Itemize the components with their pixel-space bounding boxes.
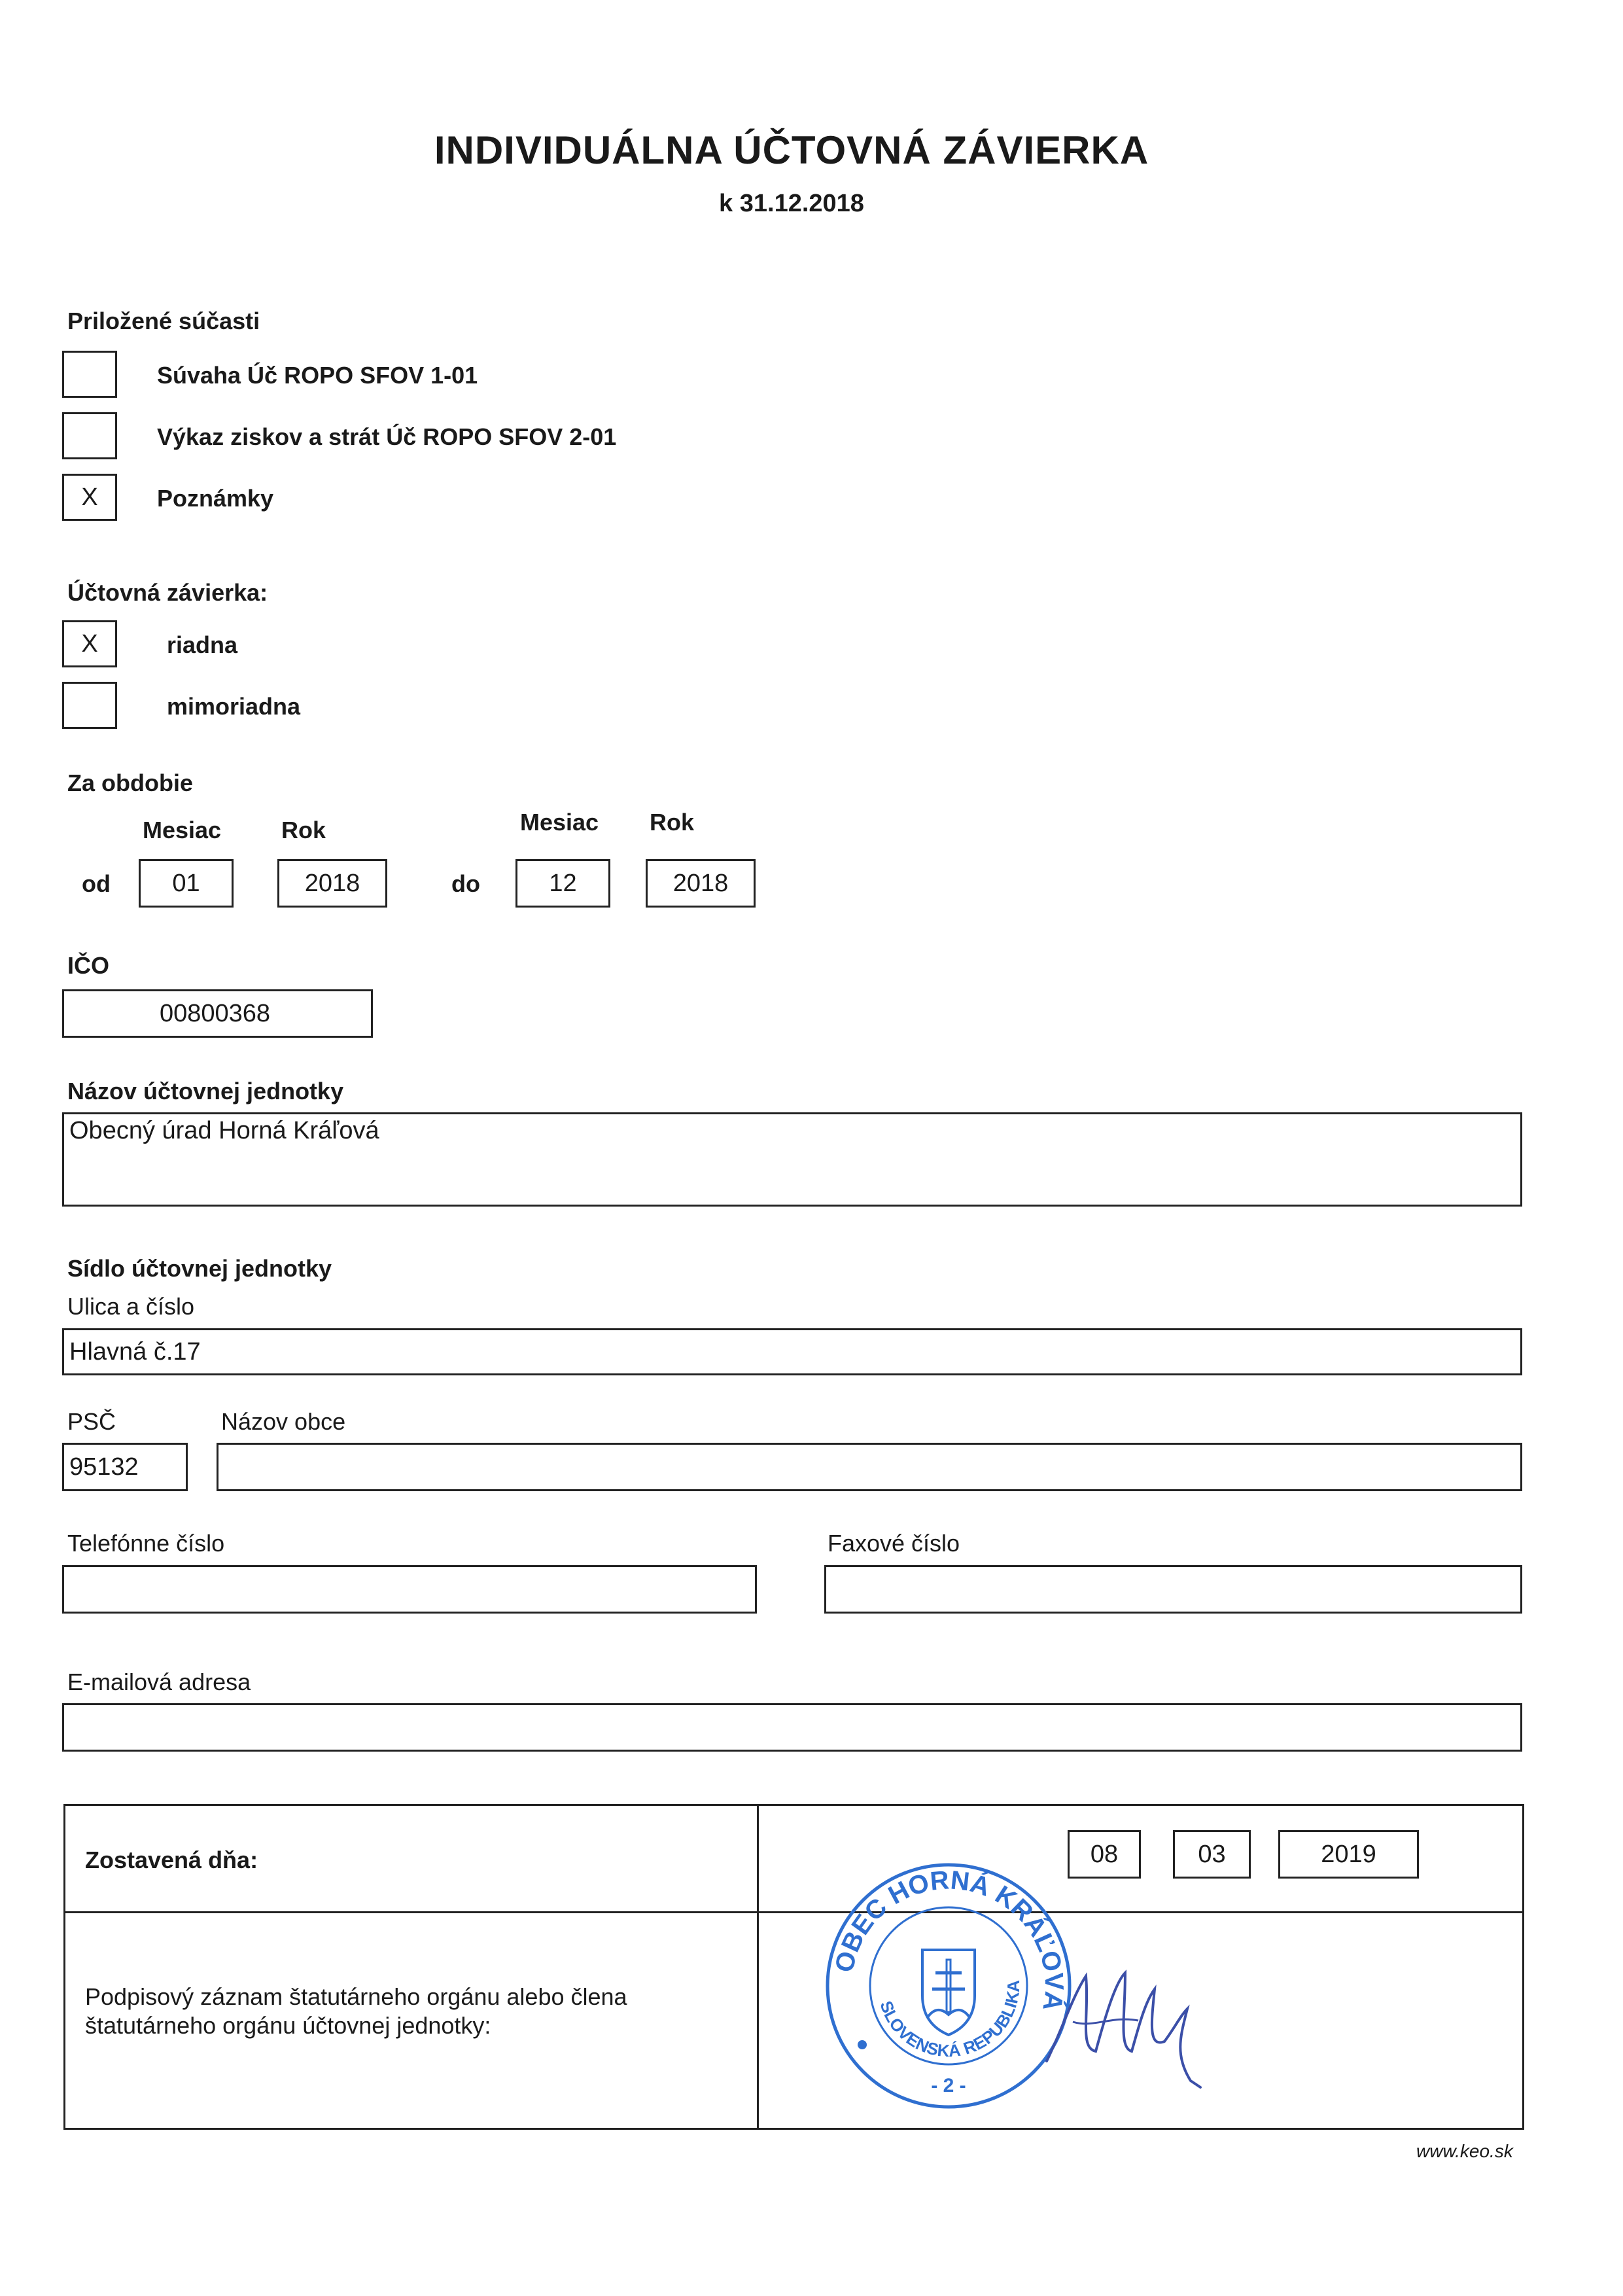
balance-sheet-label: Súvaha Úč ROPO SFOV 1-01	[157, 362, 478, 389]
psc-label: PSČ	[67, 1408, 116, 1435]
street-label: Ulica a číslo	[67, 1293, 195, 1320]
document-subtitle: k 31.12.2018	[719, 190, 864, 217]
components-heading: Priložené súčasti	[67, 308, 260, 334]
table-divider-horizontal	[63, 1911, 1524, 1913]
from-year-label: Rok	[281, 817, 326, 843]
seat-heading: Sídlo účtovnej jednotky	[67, 1255, 332, 1282]
ico-label: IČO	[67, 952, 110, 979]
city-label: Názov obce	[221, 1408, 346, 1435]
stamp-outer-text: OBEC HORNÁ KRÁĽOVÁ	[829, 1865, 1069, 2013]
psc-field[interactable]: 95132	[62, 1443, 188, 1491]
phone-field[interactable]	[62, 1565, 757, 1614]
to-month-field[interactable]: 12	[515, 859, 610, 908]
signature-label-line2: štatutárneho orgánu účtovnej jednotky:	[85, 2012, 491, 2039]
email-field[interactable]	[62, 1703, 1522, 1752]
document-title: INDIVIDUÁLNA ÚČTOVNÁ ZÁVIERKA	[434, 128, 1149, 172]
unit-name-field[interactable]: Obecný úrad Horná Kráľová	[62, 1112, 1522, 1207]
from-label: od	[82, 870, 111, 897]
income-statement-label: Výkaz ziskov a strát Úč ROPO SFOV 2-01	[157, 423, 617, 450]
checkbox-income-statement[interactable]	[62, 412, 117, 459]
fax-label: Faxové číslo	[828, 1530, 960, 1557]
regular-label: riadna	[167, 631, 238, 658]
stamp-inner-text: SLOVENSKÁ REPUBLIKA	[876, 1979, 1024, 2061]
statement-type-heading: Účtovná závierka:	[67, 579, 268, 606]
from-month-field[interactable]: 01	[139, 859, 234, 908]
extraordinary-label: mimoriadna	[167, 693, 301, 720]
from-month-label: Mesiac	[143, 817, 222, 843]
checkbox-notes[interactable]: X	[62, 474, 117, 521]
stamp-number: - 2 -	[931, 2075, 966, 2096]
to-year-label: Rok	[650, 809, 695, 836]
email-label: E-mailová adresa	[67, 1669, 251, 1695]
compiled-label: Zostavená dňa:	[85, 1846, 258, 1873]
phone-label: Telefónne číslo	[67, 1530, 225, 1557]
from-year-field[interactable]: 2018	[277, 859, 387, 908]
city-field[interactable]	[217, 1443, 1522, 1491]
to-month-label: Mesiac	[520, 809, 599, 836]
footer-url: www.keo.sk	[1416, 2141, 1513, 2161]
table-divider-vertical	[757, 1804, 759, 2130]
period-heading: Za obdobie	[67, 769, 193, 796]
notes-label: Poznámky	[157, 485, 274, 512]
stamp-flower-icon	[858, 2040, 867, 2049]
ico-field[interactable]: 00800368	[62, 989, 373, 1038]
checkbox-extraordinary[interactable]	[62, 682, 117, 729]
compiled-day-field[interactable]: 08	[1068, 1830, 1141, 1879]
unit-name-label: Názov účtovnej jednotky	[67, 1078, 344, 1104]
handwritten-signature	[1034, 1937, 1204, 2094]
signature-label-line1: Podpisový záznam štatutárneho orgánu alebo člena	[85, 1983, 627, 2010]
to-label: do	[451, 870, 480, 897]
to-year-field[interactable]: 2018	[646, 859, 756, 908]
compiled-year-field[interactable]: 2019	[1278, 1830, 1419, 1879]
compiled-month-field[interactable]: 03	[1173, 1830, 1251, 1879]
checkbox-regular[interactable]: X	[62, 620, 117, 667]
street-field[interactable]: Hlavná č.17	[62, 1328, 1522, 1375]
fax-field[interactable]	[824, 1565, 1522, 1614]
checkbox-balance-sheet[interactable]	[62, 351, 117, 398]
